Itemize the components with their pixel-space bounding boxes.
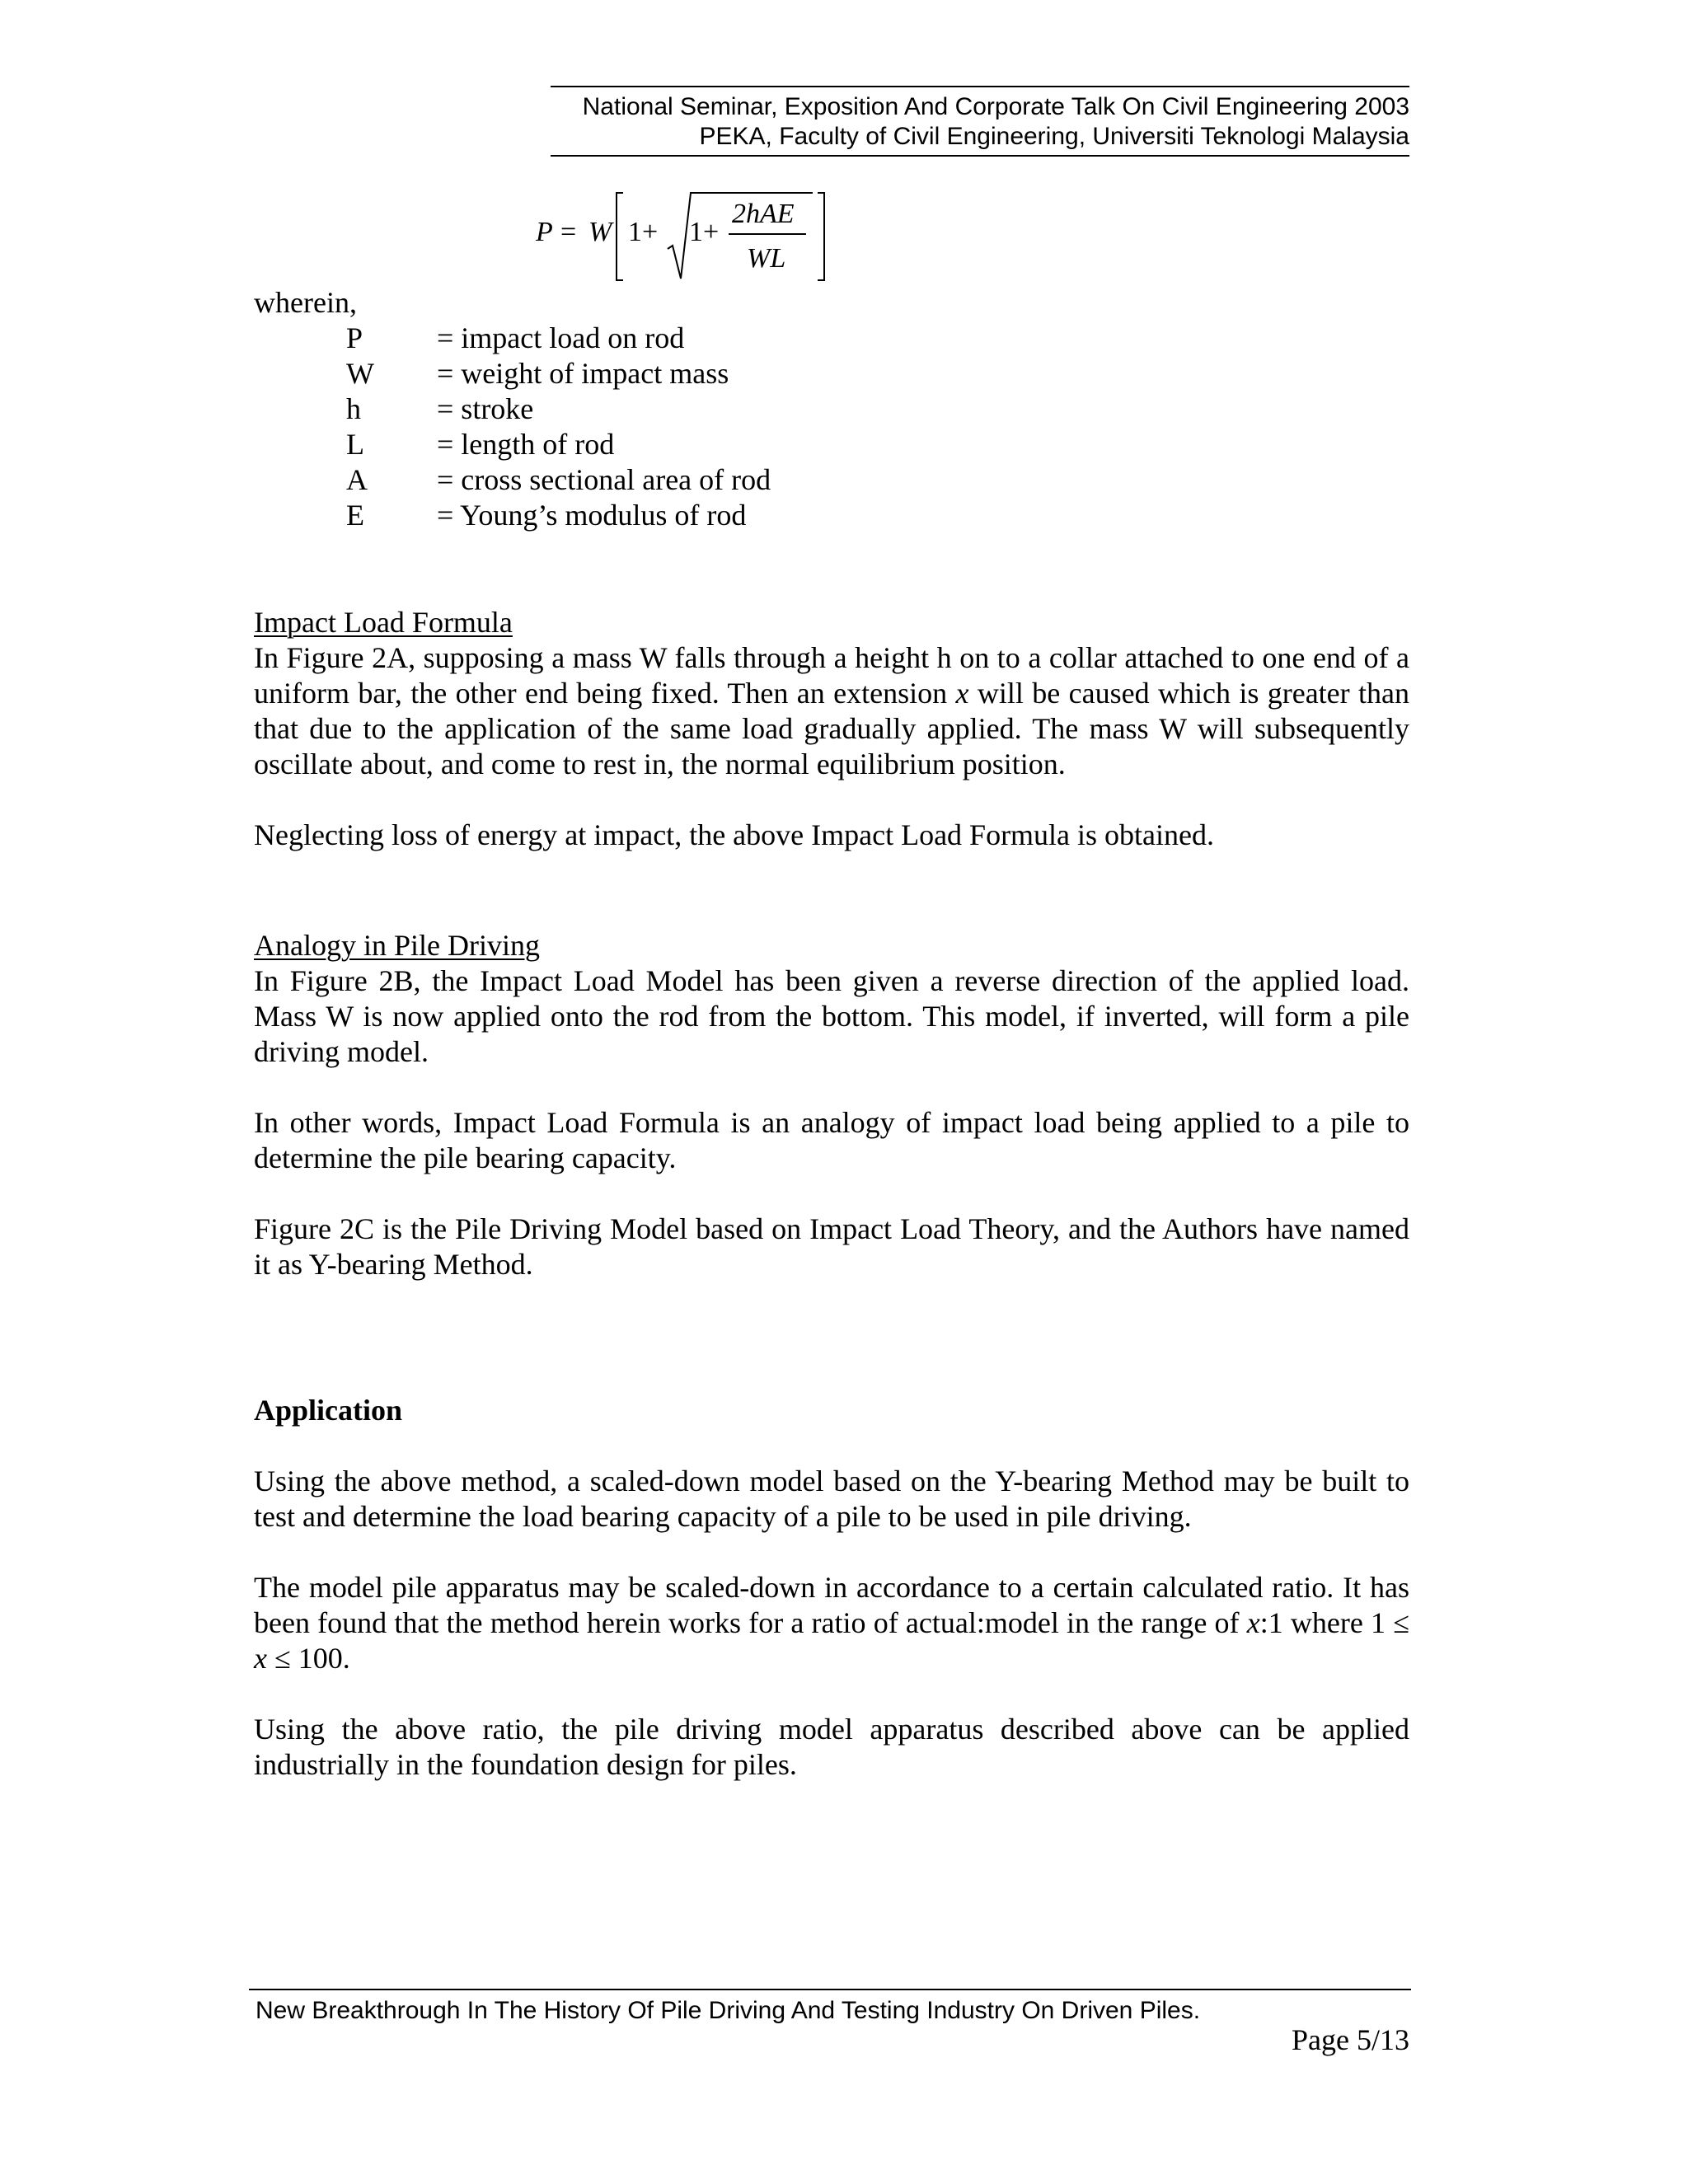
variable-symbol: A [346,463,368,496]
variable-symbol: L [346,428,364,461]
wherein-label: wherein, [254,286,357,319]
variable-description: = length of rod [437,428,615,461]
variable-symbol: W [346,357,374,390]
variable-description: = weight of impact mass [437,357,729,390]
paragraph: In Figure 2B, the Impact Load Model has been given a reverse direction of the applied load. Mass W is now applied onto the rod from the bottom. This model, if inverted, will form a pile driving model. [254,964,1409,1068]
eq-left-bracket [617,193,623,280]
variable-symbol: E [346,499,364,532]
footer-title: New Breakthrough In The History Of Pile Driving And Testing Industry On Driven Piles. [256,1997,1201,2024]
application-section [254,1393,1409,1783]
text-span: will be caused which is greater than that due to the application of the same load gradually applied. The mass W will subsequently oscillate about, and come to rest in, the normal equilibrium position. [254,677,1410,780]
analogy-section [254,928,1409,1282]
section-subheading: Analogy in Pile Driving [254,929,540,962]
variable-description: = impact load on rod [437,321,685,354]
header-line-2: PEKA, Faculty of Civil Engineering, Universiti Teknologi Malaysia [699,123,1409,150]
variable-row [346,356,771,391]
eq-w: W [588,217,612,247]
variable-row [346,321,771,356]
variable-description: = stroke [437,392,534,425]
impact-load-equation [534,188,831,284]
variable-row [346,462,771,498]
header-line-1: National Seminar, Exposition And Corporate Talk On Civil Engineering 2003 [582,93,1409,120]
variable-row [346,391,771,427]
paragraph [254,1570,1409,1676]
text-span: In Figure 2A, supposing a mass W falls through a height h on to a collar attached to one end of a uniform bar, the other end being fixed. Then an extension [254,641,1409,710]
eq-p: P [536,217,553,247]
footer-rule [249,1989,1411,1990]
variable-symbol: P [346,321,363,354]
paragraph: Neglecting loss of energy at impact, the above Impact Load Formula is obtained. [254,818,1215,851]
eq-right-bracket [818,193,824,280]
variable-row [346,498,771,533]
variable-symbol: h [346,392,361,425]
paragraph: In other words, Impact Load Formula is an analogy of impact load being applied to a pile to determine the pile bearing capacity. [254,1106,1409,1174]
variable-row [346,427,771,462]
page-header [551,86,1409,157]
variable-description: = cross sectional area of rod [437,463,771,496]
page-number: Page 5/13 [1292,2023,1409,2056]
equation-svg [534,188,831,284]
italic-variable: x [254,1642,267,1675]
paragraph: Using the above ratio, the pile driving model apparatus described above can be applied industrially in the foundation design for piles. [254,1713,1409,1781]
impact-load-section [254,605,1409,853]
text-span: The model pile apparatus may be scaled-down in accordance to a certain calculated ratio. It has been found that the method herein works for a ratio of actual:model in the range of [254,1571,1409,1639]
section-heading: Application [254,1394,403,1427]
italic-variable: x [955,677,969,710]
paragraph: Using the above method, a scaled-down model based on the Y-bearing Method may be built to test and determine the load bearing capacity of a pile to be used in pile driving. [254,1465,1409,1533]
text-span: :1 where 1 ≤ [1259,1606,1410,1639]
paragraph: Figure 2C is the Pile Driving Model based on Impact Load Theory, and the Authors have named it as Y-bearing Method. [254,1212,1409,1281]
section-subheading: Impact Load Formula [254,606,513,639]
variable-list [346,321,771,533]
text-span: ≤ 100. [266,1642,350,1675]
eq-one-b: 1+ [689,217,720,247]
eq-numerator: 2hAE [732,199,795,229]
paragraph [254,640,1409,782]
eq-one-a: 1+ [628,217,659,247]
variable-description: = Young’s modulus of rod [437,499,747,532]
italic-variable: x [1246,1606,1260,1639]
eq-equals: = [560,217,577,247]
eq-denominator: WL [747,243,786,274]
